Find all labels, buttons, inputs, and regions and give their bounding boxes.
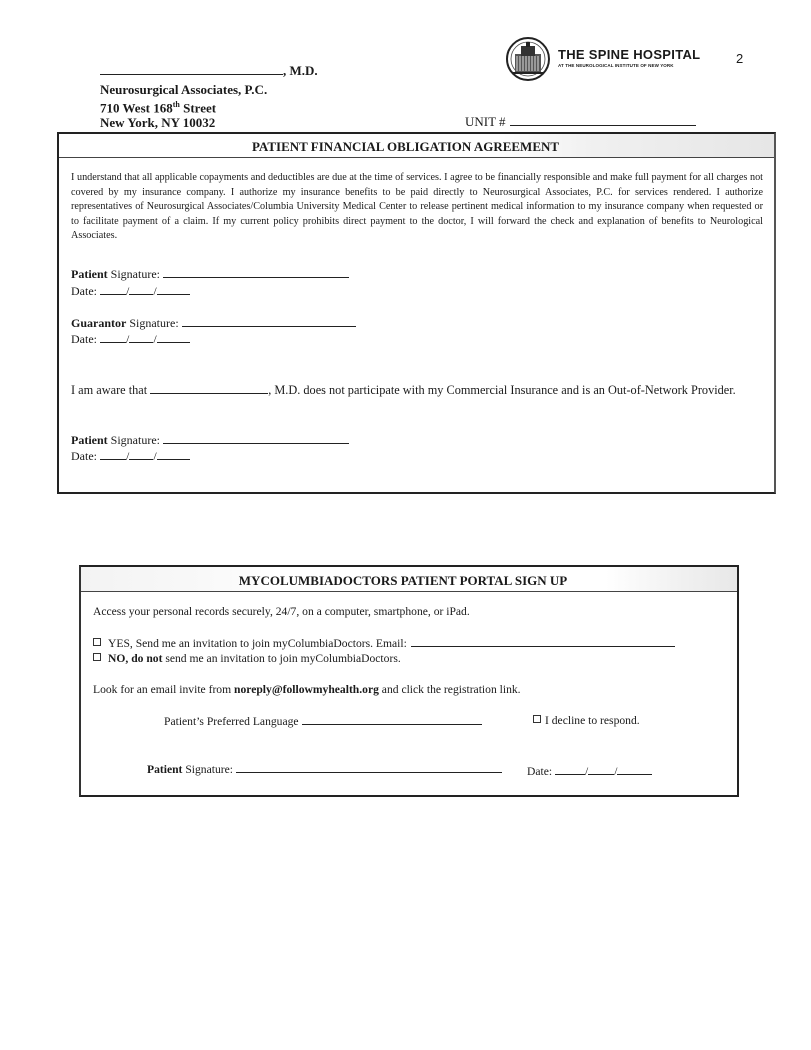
date-year-field[interactable] bbox=[617, 762, 652, 775]
date-month-field[interactable] bbox=[100, 447, 126, 460]
portal-yes-option: YES, Send me an invitation to join myColumbiaDoctors. Email: bbox=[93, 634, 675, 650]
no-checkbox[interactable] bbox=[93, 653, 101, 661]
date-year-field[interactable] bbox=[157, 447, 190, 460]
patient-date-line: Date: / / bbox=[71, 447, 190, 464]
hospital-name: THE SPINE HOSPITAL bbox=[558, 47, 701, 62]
patient-signature-line: Patient Signature: bbox=[71, 265, 349, 282]
date-month-field[interactable] bbox=[555, 762, 585, 775]
out-of-network-statement: I am aware that , M.D. does not participate with my Commercial Insurance and is an Out-of-Network Provider. bbox=[71, 383, 736, 397]
doctor-name-line bbox=[100, 62, 318, 79]
out-of-network-doctor-field[interactable] bbox=[150, 381, 268, 394]
patient-signature-field[interactable] bbox=[163, 431, 349, 444]
date-year-field[interactable] bbox=[157, 282, 190, 295]
yes-checkbox[interactable] bbox=[93, 638, 101, 646]
guarantor-signature-line: Guarantor Signature: bbox=[71, 314, 356, 331]
email-field[interactable] bbox=[411, 634, 675, 647]
portal-signup-title: MYCOLUMBIADOCTORS PATIENT PORTAL SIGN UP bbox=[238, 573, 568, 588]
portal-access-text: Access your personal records securely, 24/7, on a computer, smartphone, or iPad. bbox=[93, 605, 470, 618]
patient-signature-field[interactable] bbox=[163, 265, 349, 278]
portal-signature-field[interactable] bbox=[236, 760, 502, 773]
practice-name: Neurosurgical Associates, P.C. bbox=[100, 82, 268, 97]
date-year-field[interactable] bbox=[157, 330, 190, 343]
doctor-suffix: , M.D. bbox=[283, 63, 318, 78]
financial-agreement-section bbox=[57, 132, 776, 494]
decline-checkbox[interactable] bbox=[533, 715, 541, 723]
decline-option: I decline to respond. bbox=[533, 714, 640, 727]
guarantor-signature-field[interactable] bbox=[182, 314, 356, 327]
unit-field[interactable] bbox=[510, 113, 696, 126]
guarantor-date-line: Date: / / bbox=[71, 330, 190, 347]
preferred-language-line: Patient’s Preferred Language bbox=[164, 712, 482, 728]
date-day-field[interactable] bbox=[588, 762, 614, 775]
financial-agreement-text: I understand that all applicable copayments and deductibles are due at the time of services. I agree to be financially responsible and make full payment for all charges not covered by my insurance company. I authorize my insurance benefits to be paid directly to Neurosurgical Associates, P.C. for services rendered. I authorize representatives of Neurosurgical Associates/Columbia University Medical Center to release pertinent medical information to my insurance company when requested or to facilitate payment of a claim. If my current policy prohibits direct payment to the doctor, I will forward the check and explanation of benefits to Neurological Associates. bbox=[71, 172, 763, 242]
patient-date-line: Date: / / bbox=[71, 282, 190, 299]
date-day-field[interactable] bbox=[129, 330, 153, 343]
portal-signup-section bbox=[79, 565, 739, 797]
date-month-field[interactable] bbox=[100, 282, 126, 295]
portal-invite-text: Look for an email invite from noreply@followmyhealth.org and click the registration link. bbox=[93, 683, 521, 696]
spine-hospital-logo-icon bbox=[505, 36, 551, 87]
portal-signature-line: Patient Signature: bbox=[147, 760, 502, 776]
date-day-field[interactable] bbox=[129, 282, 153, 295]
practice-address bbox=[100, 82, 267, 130]
doctor-name-field[interactable] bbox=[100, 62, 283, 75]
street-line: 710 West 168th Street bbox=[100, 100, 217, 116]
financial-agreement-title: PATIENT FINANCIAL OBLIGATION AGREEMENT bbox=[251, 139, 560, 154]
date-day-field[interactable] bbox=[129, 447, 153, 460]
unit-label: UNIT # bbox=[465, 114, 506, 129]
portal-date-line: Date: / / bbox=[527, 762, 652, 778]
date-month-field[interactable] bbox=[100, 330, 126, 343]
hospital-subtitle: AT THE NEUROLOGICAL INSTITUTE OF NEW YORK bbox=[558, 63, 674, 68]
city-line: New York, NY 10032 bbox=[100, 115, 216, 131]
section-title-bar bbox=[59, 134, 774, 158]
unit-line bbox=[465, 113, 696, 130]
page-number: 2 bbox=[736, 51, 744, 66]
patient-signature-line: Patient Signature: bbox=[71, 431, 349, 448]
preferred-language-field[interactable] bbox=[302, 712, 482, 725]
portal-no-option: NO, do not send me an invitation to join myColumbiaDoctors. bbox=[93, 652, 401, 665]
portal-invite-email: noreply@followmyhealth.org bbox=[234, 683, 379, 696]
section-title-bar bbox=[81, 567, 737, 592]
